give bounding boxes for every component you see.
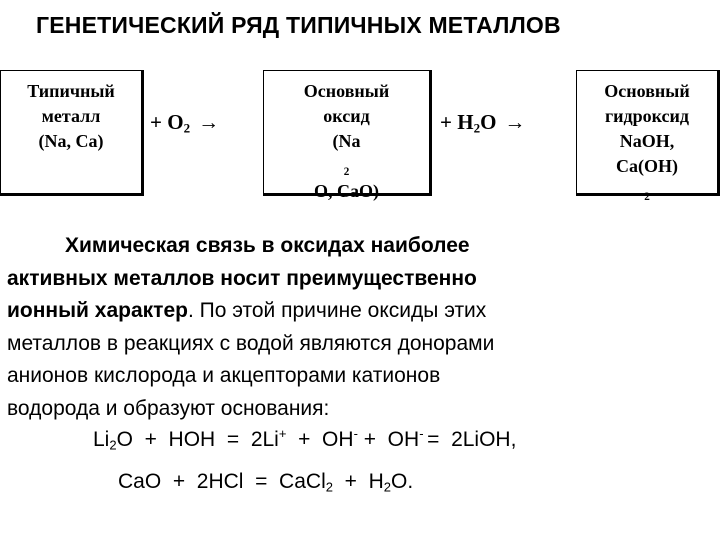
emphasis-text: ионный характер	[7, 299, 188, 322]
explanation-paragraph	[7, 230, 707, 425]
subscript: 2	[644, 190, 650, 203]
box-label: гидроксид	[604, 106, 690, 126]
formula-part: O, CaO)	[314, 181, 379, 201]
equation-part: = 2LiOH,	[427, 428, 517, 451]
box-formula: (Na, Ca)	[38, 131, 104, 151]
equation-part: Li	[93, 428, 110, 451]
superscript: +	[278, 426, 287, 442]
equation-part: O + HOH = 2Li	[116, 428, 279, 451]
superscript: -	[353, 426, 358, 442]
subscript: 2	[383, 479, 392, 495]
box-formula	[264, 129, 429, 204]
paragraph-line: анионов кислорода и акцепторами катионов	[7, 364, 441, 387]
reagent-oxygen	[150, 110, 219, 135]
equation-part: + H	[332, 470, 384, 493]
paragraph-text: . По этой причине оксиды этих	[187, 299, 487, 322]
subscript: 2	[109, 437, 117, 453]
box-formula	[577, 154, 717, 204]
box-formula: NaOH,	[619, 131, 675, 151]
equation-part: CaO + 2HCl = CaCl	[118, 470, 326, 493]
arrow-icon: →	[198, 110, 220, 134]
equation-part: + OH	[357, 428, 420, 451]
reagent-text: + H	[440, 110, 474, 134]
formula-part: Ca(OH)	[616, 156, 678, 176]
equation-calcium-oxide	[118, 470, 413, 494]
box-label: Основный	[303, 81, 390, 101]
subscript: 2	[473, 120, 481, 136]
reagent-text: + O	[150, 110, 184, 134]
paragraph-line: водорода и образуют основания:	[7, 396, 330, 420]
paragraph-line	[7, 295, 707, 328]
subscript: 2	[325, 479, 333, 495]
equation-lithium-oxide	[93, 428, 516, 452]
slide-title: ГЕНЕТИЧЕСКИЙ РЯД ТИПИЧНЫХ МЕТАЛЛОВ	[36, 12, 561, 38]
basic-oxide-box	[263, 70, 432, 201]
paragraph-line: Химическая связь в оксидах наиболее	[65, 234, 470, 257]
equation-part: + OH	[286, 428, 354, 451]
subscript: 2	[343, 165, 350, 178]
basic-hydroxide-box	[576, 70, 720, 203]
formula-part: (Na	[332, 131, 361, 151]
typical-metal-box	[0, 70, 144, 196]
box-label: металл	[41, 106, 101, 126]
box-label: оксид	[323, 106, 370, 126]
subscript: 2	[183, 120, 191, 136]
equation-part: O.	[391, 470, 414, 493]
paragraph-line: металлов в реакциях с водой являются донорами	[7, 331, 495, 355]
paragraph-line: активных металлов носит преимущественно	[7, 266, 477, 290]
reagent-water	[440, 110, 525, 135]
box-label: Основный	[604, 81, 690, 101]
arrow-icon: →	[504, 110, 526, 134]
superscript: -	[419, 426, 428, 442]
box-label: Типичный	[27, 81, 115, 101]
reagent-text: O	[480, 110, 497, 134]
